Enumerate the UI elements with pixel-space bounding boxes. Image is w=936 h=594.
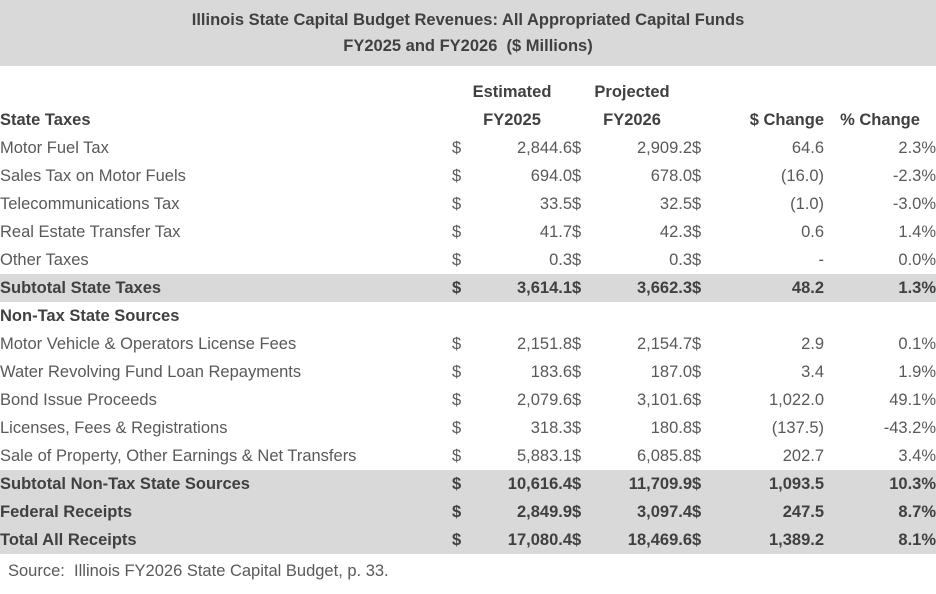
dollar-change-value: (1.0) — [790, 194, 825, 213]
dollar-sign: $ — [572, 194, 582, 213]
dollar-sign: $ — [692, 526, 722, 554]
dollar-sign: $ — [692, 498, 722, 526]
percent-change-value: 49.1% — [889, 390, 936, 409]
subtotal-non-tax-row — [0, 470, 936, 498]
dollar-sign: $ — [692, 334, 702, 353]
row-label: Subtotal State Taxes — [0, 274, 452, 302]
row-label: Real Estate Transfer Tax — [0, 222, 181, 241]
dollar-sign: $ — [572, 390, 582, 409]
report-title-line2: FY2025 and FY2026 ($ Millions) — [343, 37, 593, 55]
fy2025-value: 318.3 — [530, 418, 573, 437]
row-label: Water Revolving Fund Loan Repayments — [0, 362, 302, 381]
dollar-sign: $ — [572, 274, 602, 302]
dollar-sign: $ — [692, 138, 702, 157]
dollar-change-value: 1,022.0 — [768, 390, 825, 409]
header-dollar-change: $ Change — [749, 110, 825, 129]
fy2026-value: 2,909.2 — [636, 138, 693, 157]
header-fy2025: FY2025 — [483, 110, 541, 129]
table-row — [0, 414, 936, 442]
header-projected: Projected — [594, 82, 670, 101]
dollar-sign: $ — [572, 362, 582, 381]
dollar-sign: $ — [692, 274, 722, 302]
source-note: Source: Illinois FY2026 State Capital Budget, p. 33. — [8, 562, 389, 580]
table-header-row-2 — [0, 106, 936, 134]
dollar-change-value: (16.0) — [780, 166, 825, 185]
dollar-sign: $ — [452, 334, 462, 353]
table-row — [0, 330, 936, 358]
row-label: Bond Issue Proceeds — [0, 390, 157, 409]
dollar-sign: $ — [572, 526, 602, 554]
fy2025-value: 2,151.8 — [516, 334, 573, 353]
budget-table — [0, 78, 936, 554]
fy2026-value: 11,709.9 — [602, 470, 692, 498]
section-label: Non-Tax State Sources — [0, 306, 180, 325]
dollar-sign: $ — [572, 418, 582, 437]
dollar-sign: $ — [452, 194, 462, 213]
percent-change-value: 10.3% — [824, 470, 936, 498]
fy2025-value: 694.0 — [530, 166, 573, 185]
row-label: Telecommunications Tax — [0, 194, 180, 213]
subtotal-state-taxes-row — [0, 274, 936, 302]
total-all-receipts-row — [0, 526, 936, 554]
table-header-row-1 — [0, 78, 936, 106]
dollar-sign: $ — [692, 390, 702, 409]
header-spacer — [824, 78, 936, 106]
dollar-sign: $ — [572, 470, 602, 498]
dollar-sign: $ — [692, 222, 702, 241]
fy2026-value: 18,469.6 — [602, 526, 692, 554]
dollar-change-value: 64.6 — [791, 138, 825, 157]
fy2025-value: 0.3 — [549, 250, 573, 269]
row-label: Total All Receipts — [0, 526, 452, 554]
table-row — [0, 190, 936, 218]
fy2025-value: 17,080.4 — [478, 526, 572, 554]
dollar-sign: $ — [692, 470, 722, 498]
fy2025-value: 3,614.1 — [478, 274, 572, 302]
dollar-sign: $ — [692, 194, 702, 213]
empty-cell — [478, 302, 572, 330]
table-row — [0, 218, 936, 246]
empty-cell — [572, 302, 602, 330]
row-label: Other Taxes — [0, 250, 89, 269]
fy2026-value: 180.8 — [650, 418, 693, 437]
dollar-sign: $ — [692, 362, 702, 381]
dollar-sign: $ — [452, 250, 462, 269]
dollar-change-value: 1,389.2 — [722, 526, 824, 554]
dollar-sign: $ — [572, 250, 582, 269]
percent-change-value: 8.7% — [824, 498, 936, 526]
row-label: Licenses, Fees & Registrations — [0, 418, 228, 437]
empty-cell — [692, 302, 722, 330]
row-label: Motor Fuel Tax — [0, 138, 109, 157]
percent-change-value: 0.0% — [898, 250, 936, 269]
empty-cell — [722, 302, 824, 330]
percent-change-value: -2.3% — [892, 166, 936, 185]
percent-change-value: 1.4% — [898, 222, 936, 241]
dollar-sign: $ — [572, 446, 582, 465]
fy2025-value: 2,844.6 — [516, 138, 573, 157]
percent-change-value: 0.1% — [898, 334, 936, 353]
header-spacer — [0, 78, 452, 106]
fy2026-value: 3,101.6 — [636, 390, 693, 409]
empty-cell — [824, 302, 936, 330]
fy2025-value: 33.5 — [539, 194, 573, 213]
dollar-sign: $ — [452, 166, 462, 185]
fy2025-value: 2,849.9 — [478, 498, 572, 526]
percent-change-value: 3.4% — [898, 446, 936, 465]
section-row-non-tax-state-sources — [0, 302, 936, 330]
fy2026-value: 2,154.7 — [636, 334, 693, 353]
dollar-sign: $ — [452, 362, 462, 381]
dollar-change-value: 2.9 — [801, 334, 825, 353]
header-percent-change: % Change — [840, 110, 920, 129]
dollar-sign: $ — [692, 446, 702, 465]
dollar-sign: $ — [572, 334, 582, 353]
table-row — [0, 246, 936, 274]
dollar-sign: $ — [452, 418, 462, 437]
row-label: Sale of Property, Other Earnings & Net Transfers — [0, 446, 357, 465]
dollar-change-value: - — [818, 250, 825, 269]
fy2026-value: 3,662.3 — [602, 274, 692, 302]
dollar-change-value: 1,093.5 — [722, 470, 824, 498]
dollar-sign: $ — [452, 526, 478, 554]
federal-receipts-row — [0, 498, 936, 526]
dollar-sign: $ — [572, 498, 602, 526]
fy2025-value: 10,616.4 — [478, 470, 572, 498]
dollar-sign: $ — [452, 470, 478, 498]
dollar-change-value: 202.7 — [782, 446, 825, 465]
dollar-change-value: 3.4 — [801, 362, 825, 381]
fy2025-value: 183.6 — [530, 362, 573, 381]
table-row — [0, 442, 936, 470]
dollar-change-value: 247.5 — [722, 498, 824, 526]
header-spacer — [692, 78, 824, 106]
dollar-sign: $ — [452, 138, 462, 157]
dollar-sign: $ — [452, 498, 478, 526]
table-row — [0, 386, 936, 414]
dollar-sign: $ — [452, 222, 462, 241]
fy2026-value: 678.0 — [650, 166, 693, 185]
dollar-sign: $ — [452, 274, 478, 302]
table-row — [0, 134, 936, 162]
dollar-change-value: 48.2 — [722, 274, 824, 302]
dollar-change-value: (137.5) — [771, 418, 825, 437]
dollar-sign: $ — [572, 166, 582, 185]
percent-change-value: -3.0% — [892, 194, 936, 213]
table-row — [0, 358, 936, 386]
fy2025-value: 5,883.1 — [516, 446, 573, 465]
percent-change-value: -43.2% — [883, 418, 936, 437]
dollar-sign: $ — [452, 446, 462, 465]
fy2026-value: 0.3 — [669, 250, 693, 269]
fy2026-value: 3,097.4 — [602, 498, 692, 526]
dollar-sign: $ — [692, 166, 702, 185]
fy2026-value: 42.3 — [659, 222, 693, 241]
header-state-taxes: State Taxes — [0, 110, 91, 129]
dollar-sign: $ — [692, 418, 702, 437]
dollar-change-value: 0.6 — [801, 222, 825, 241]
empty-cell — [602, 302, 692, 330]
dollar-sign: $ — [572, 222, 582, 241]
header-estimated: Estimated — [472, 82, 552, 101]
percent-change-value: 1.3% — [824, 274, 936, 302]
header-fy2026: FY2026 — [603, 110, 661, 129]
percent-change-value: 1.9% — [898, 362, 936, 381]
row-label: Subtotal Non-Tax State Sources — [0, 470, 452, 498]
fy2026-value: 6,085.8 — [636, 446, 693, 465]
dollar-sign: $ — [692, 250, 702, 269]
percent-change-value: 2.3% — [898, 138, 936, 157]
dollar-sign: $ — [452, 390, 462, 409]
empty-cell — [452, 302, 478, 330]
row-label: Federal Receipts — [0, 498, 452, 526]
percent-change-value: 8.1% — [824, 526, 936, 554]
fy2025-value: 41.7 — [539, 222, 573, 241]
row-label: Motor Vehicle & Operators License Fees — [0, 334, 297, 353]
table-row — [0, 162, 936, 190]
row-label: Sales Tax on Motor Fuels — [0, 166, 186, 185]
report-title-line1: Illinois State Capital Budget Revenues: All Appropriated Capital Funds — [191, 11, 745, 29]
dollar-sign: $ — [572, 138, 582, 157]
fy2026-value: 32.5 — [659, 194, 693, 213]
fy2025-value: 2,079.6 — [516, 390, 573, 409]
fy2026-value: 187.0 — [650, 362, 693, 381]
title-band — [0, 0, 936, 66]
